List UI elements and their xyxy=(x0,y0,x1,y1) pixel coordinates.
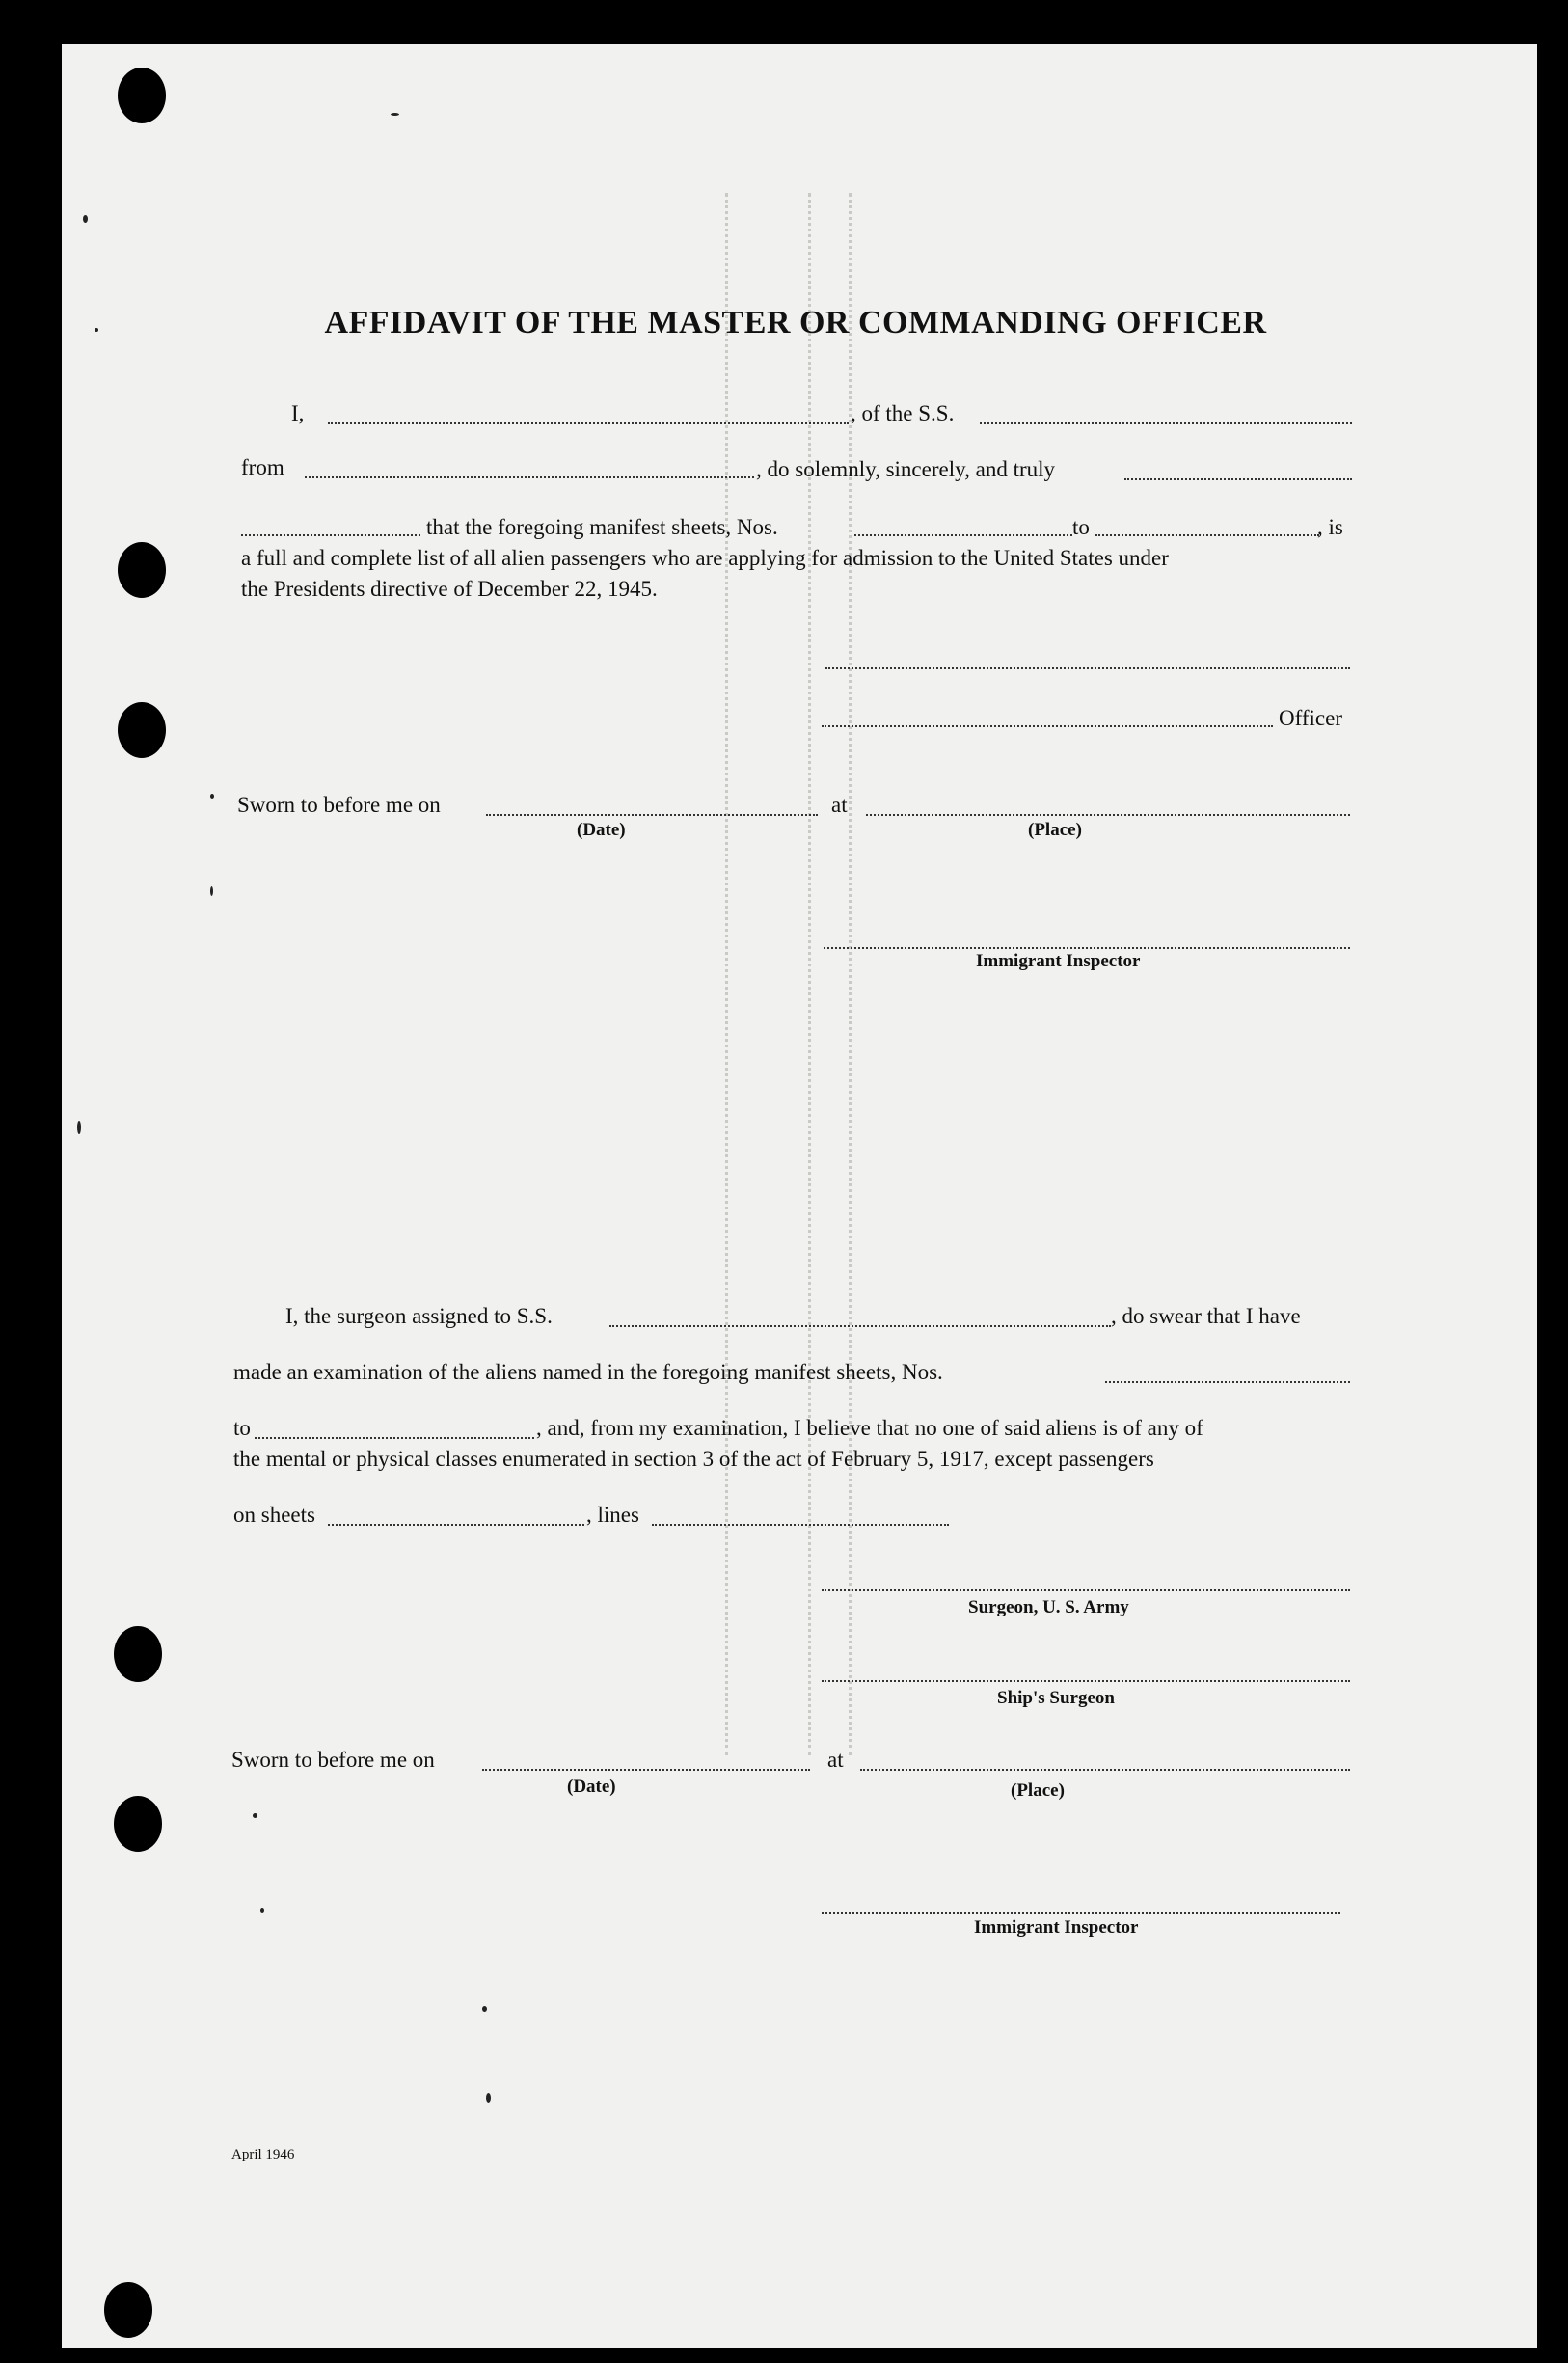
text-at: at xyxy=(831,793,848,817)
inspector2-signature-field[interactable] xyxy=(822,1912,1340,1914)
place-caption: (Place) xyxy=(1028,820,1082,840)
place-caption-2: (Place) xyxy=(1011,1780,1065,1801)
text-examination: made an examination of the aliens named in the foregoing manifest sheets, Nos. xyxy=(233,1360,943,1384)
sheets-from-field[interactable] xyxy=(854,534,1072,536)
exception-lines-field[interactable] xyxy=(652,1524,949,1526)
text-sworn: Sworn to before me on xyxy=(237,793,441,817)
speck xyxy=(253,1813,257,1818)
text-at-2: at xyxy=(827,1748,844,1772)
speck xyxy=(83,215,88,223)
exception-sheets-field[interactable] xyxy=(328,1524,584,1526)
text-officer: Officer xyxy=(1279,706,1342,730)
form-page xyxy=(62,44,1537,2348)
text-is: , is xyxy=(1317,515,1343,539)
punch-hole xyxy=(118,68,166,123)
date-caption: (Date) xyxy=(577,820,626,840)
ships-surgeon-signature-field[interactable] xyxy=(822,1680,1350,1682)
sworn2-date-field[interactable] xyxy=(482,1769,810,1771)
form-date-footer: April 1946 xyxy=(231,2147,295,2162)
sworn-place-field[interactable] xyxy=(866,814,1350,816)
text-believe: , and, from my examination, I believe that no one of said aliens is of any of xyxy=(536,1416,1203,1440)
master-name-field[interactable] xyxy=(328,422,849,424)
show-through-mark xyxy=(725,193,728,1755)
army-surgeon-signature-field[interactable] xyxy=(822,1589,1350,1591)
text-surgeon-to: to xyxy=(233,1416,251,1440)
punch-hole xyxy=(118,542,166,598)
text-from: from xyxy=(241,455,284,479)
punch-hole xyxy=(104,2282,152,2338)
speck xyxy=(391,113,399,116)
punch-hole xyxy=(114,1796,162,1852)
inspector-caption: Immigrant Inspector xyxy=(976,951,1141,971)
text-lines: , lines xyxy=(586,1503,639,1527)
text-classes: the mental or physical classes enumerated in section 3 of the act of February 5, 1917, except passengers xyxy=(233,1447,1154,1471)
sheets-to-field[interactable] xyxy=(1095,534,1319,536)
text-sworn-2: Sworn to before me on xyxy=(231,1748,435,1772)
surgeon-ship-field[interactable] xyxy=(609,1325,1111,1327)
sworn2-place-field[interactable] xyxy=(860,1769,1350,1771)
form-title: AFFIDAVIT OF THE MASTER OR COMMANDING OFFICER xyxy=(324,305,1267,340)
speck xyxy=(486,2093,491,2103)
text-of-the-ss: , of the S.S. xyxy=(851,401,955,425)
speck xyxy=(260,1908,264,1913)
speck xyxy=(210,886,213,896)
inspector-caption-2: Immigrant Inspector xyxy=(974,1917,1139,1938)
text-full-list: a full and complete list of all alien passengers who are applying for admission to the United States under xyxy=(241,546,1169,570)
officer-signature-field[interactable] xyxy=(822,725,1273,727)
speck xyxy=(210,794,214,799)
speck xyxy=(482,2006,487,2012)
punch-hole xyxy=(118,702,166,758)
text-on-sheets: on sheets xyxy=(233,1503,315,1527)
text-swear: , do swear that I have xyxy=(1111,1304,1301,1328)
text-surgeon-line1: I, the surgeon assigned to S.S. xyxy=(285,1304,553,1328)
punch-hole xyxy=(114,1626,162,1682)
from-port-field[interactable] xyxy=(305,476,754,478)
date-caption-2: (Date) xyxy=(567,1777,616,1797)
ship-name-field[interactable] xyxy=(980,422,1352,424)
text-solemnly: , do solemnly, sincerely, and truly xyxy=(756,457,1056,481)
text-to: to xyxy=(1072,515,1090,539)
sworn-date-field[interactable] xyxy=(486,814,818,816)
inspector-signature-field[interactable] xyxy=(824,947,1350,949)
army-surgeon-caption: Surgeon, U. S. Army xyxy=(968,1597,1129,1617)
speck xyxy=(77,1121,81,1134)
text-that-foregoing: that the foregoing manifest sheets, Nos. xyxy=(426,515,778,539)
show-through-mark xyxy=(849,193,852,1755)
show-through-mark xyxy=(808,193,811,1755)
master-signature-field[interactable] xyxy=(825,667,1350,669)
text-directive: the Presidents directive of December 22, 1945. xyxy=(241,577,658,601)
text-i: I, xyxy=(291,401,305,425)
oath-word-field[interactable] xyxy=(1124,478,1352,480)
surgeon-sheets-from-field[interactable] xyxy=(1105,1381,1350,1383)
oath-verb-field[interactable] xyxy=(241,534,420,536)
ships-surgeon-caption: Ship's Surgeon xyxy=(997,1688,1115,1708)
surgeon-sheets-to-field[interactable] xyxy=(255,1437,534,1439)
